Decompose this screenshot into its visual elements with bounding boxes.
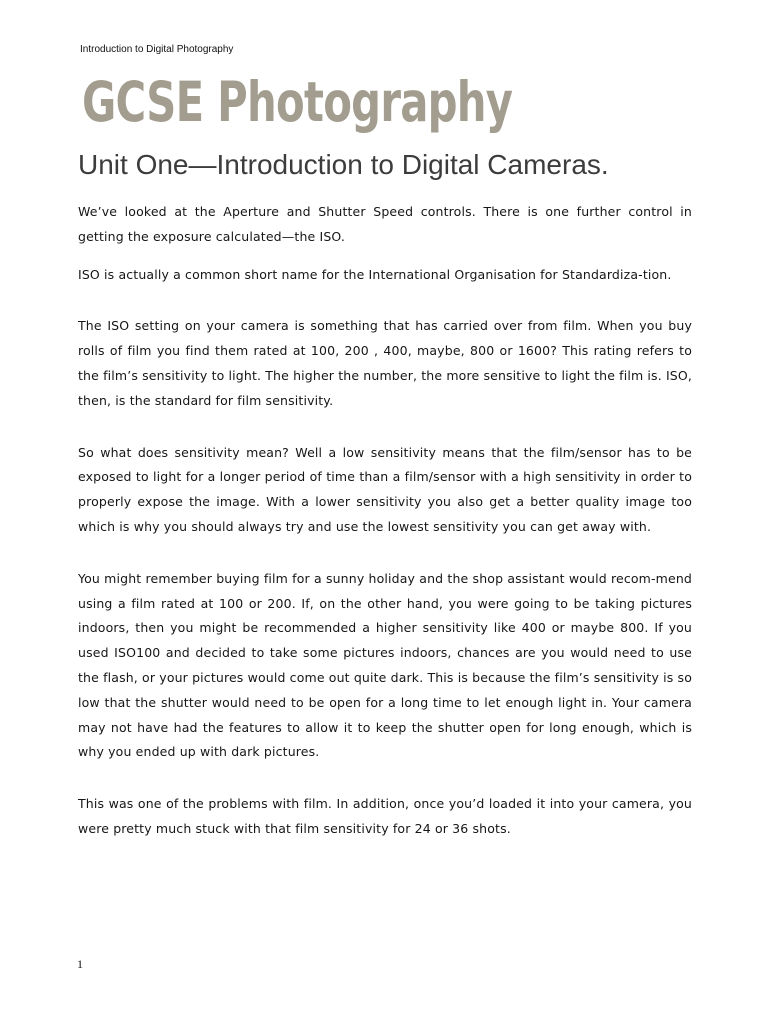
paragraph-intro: We’ve looked at the Aperture and Shutter Speed controls. There is one further control in getting the exposure calculated—the ISO. [78,204,692,244]
paragraph-sensitivity: So what does sensitivity mean? Well a low sensitivity means that the film/sensor has to be exposed to light for a longer period of time than a film/sensor with a high sensitivity in order to properly expose the image. With a lower sensitivity you also get a better quality image too which is why you should always try and use the lowest sensitivity you can get away with. [78,444,692,534]
paragraph-iso-definition: ISO is actually a common short name for the International Organisation for Standardiza-tion. [78,266,672,282]
paragraph-film-problems: This was one of the problems with film. In addition, once you’d loaded it into your camera, you were pretty much stuck with that film sensitivity for 24 or 36 shots. [78,796,692,836]
unit-subtitle: Unit One—Introduction to Digital Cameras. [78,149,609,180]
running-header: Introduction to Digital Photography [80,44,234,55]
page-number: 1 [77,957,83,971]
document-title: GCSE Photography [82,70,513,134]
paragraph-holiday-film: You might remember buying film for a sunny holiday and the shop assistant would recom-mend using a film rated at 100 or 200. If, on the other hand, you were going to be taking pictures indoors, then you might be recommended a higher sensitivity like 400 or maybe 800. If you used ISO100 and decided to take some pictures indoors, chances are you would need to use the flash, or your pictures would come out quite dark. This is because the film’s sensitivity is so low that the shutter would need to be open for a long time to let enough light in. Your camera may not have had the features to allow it to keep the shutter open for long enough, which is why you ended up with dark pictures. [78,570,692,760]
body-text [78,200,692,842]
paragraph-iso-film: The ISO setting on your camera is something that has carried over from film. When you buy rolls of film you find them rated at 100, 200 , 400, maybe, 800 or 1600? This rating refers to the film’s sensitivity to light. The higher the number, the more sensitive to light the film is. ISO, then, is the standard for film sensitivity. [78,318,692,408]
